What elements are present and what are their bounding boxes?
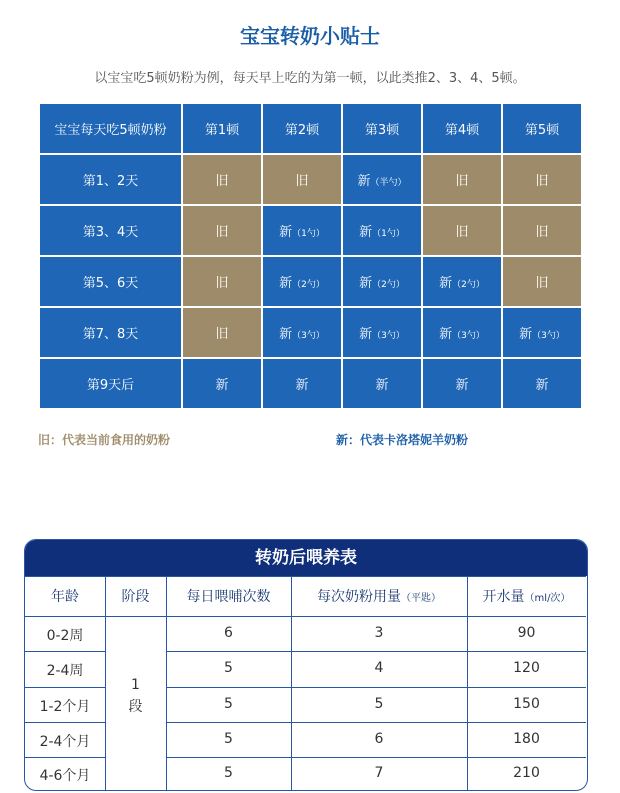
schedule-cell-spoon-note: （2勺） <box>372 280 405 290</box>
feeding-header-text: 每次奶粉用量 <box>317 589 401 605</box>
schedule-cell-new <box>263 359 341 408</box>
feeding-row-divider <box>166 651 586 652</box>
schedule-cell-text: 旧 <box>535 276 549 291</box>
feeding-cell-spoons: 6 <box>374 730 384 747</box>
schedule-cell-old <box>503 257 581 306</box>
schedule-row-label: 第9天后 <box>40 359 181 408</box>
schedule-cell-spoon-note: （3勺） <box>292 331 325 341</box>
feeding-table-title: 转奶后喂养表 <box>25 540 587 576</box>
schedule-cell-old <box>183 257 261 306</box>
schedule-cell-new <box>343 155 421 204</box>
schedule-cell-text: 新 <box>535 378 549 393</box>
feeding-cell-times: 5 <box>224 764 233 781</box>
schedule-row-label: 第3、4天 <box>40 206 181 255</box>
schedule-row-label: 第7、8天 <box>40 308 181 357</box>
schedule-cell-text: 新 <box>375 378 389 393</box>
schedule-cell-text: 旧 <box>215 174 229 189</box>
schedule-cell-text: 新 <box>279 225 293 240</box>
schedule-cell-text: 旧 <box>215 327 229 342</box>
schedule-cell-spoon-note: （1勺） <box>372 229 405 239</box>
schedule-cell-spoon-note: （2勺） <box>292 280 325 290</box>
schedule-cell-text: 旧 <box>455 174 469 189</box>
schedule-cell-text: 新 <box>359 276 373 291</box>
schedule-cell-text: 旧 <box>535 174 549 189</box>
feeding-header-text: 阶段 <box>121 589 150 605</box>
schedule-cell-text: 旧 <box>455 225 469 240</box>
feeding-header-cell <box>25 586 105 606</box>
schedule-cell-new <box>503 359 581 408</box>
legend-old: 旧：代表当前食用的奶粉 <box>38 433 171 447</box>
feeding-row-divider <box>25 616 586 617</box>
feeding-cell-times: 5 <box>224 695 233 712</box>
feeding-cell-times: 5 <box>224 660 233 676</box>
schedule-cell-text: 新 <box>519 327 533 342</box>
schedule-header-meal: 第1顿 <box>183 104 261 153</box>
feeding-row-divider <box>25 757 105 758</box>
schedule-cell-text: 新 <box>279 276 293 291</box>
schedule-header-meal: 第3顿 <box>343 104 421 153</box>
schedule-cell-new <box>343 206 421 255</box>
schedule-cell-new <box>423 359 501 408</box>
schedule-cell-spoon-note: （1勺） <box>292 229 325 239</box>
schedule-cell-old <box>263 155 341 204</box>
schedule-cell-text: 新 <box>357 174 371 189</box>
schedule-cell-new <box>263 206 341 255</box>
schedule-cell-text: 新 <box>439 276 453 291</box>
schedule-cell-spoon-note: （3勺） <box>372 331 405 341</box>
feeding-header-cell <box>467 586 586 606</box>
feeding-cell-water: 210 <box>513 764 540 781</box>
feeding-row-divider <box>166 722 586 723</box>
feeding-header-unit: （ml/次） <box>524 593 571 604</box>
feeding-cell-water: 150 <box>513 695 540 712</box>
feeding-cell-water: 90 <box>517 624 536 641</box>
feeding-cell-spoons: 7 <box>374 764 384 781</box>
schedule-cell-new <box>503 308 581 357</box>
feeding-header-cell <box>166 586 291 606</box>
schedule-row-label: 第5、6天 <box>40 257 181 306</box>
schedule-cell-new <box>343 359 421 408</box>
feeding-cell-spoons: 4 <box>374 660 384 676</box>
feeding-row-divider <box>166 757 586 758</box>
schedule-cell-text: 旧 <box>295 174 309 189</box>
legend-new: 新：代表卡洛塔妮羊奶粉 <box>336 433 469 447</box>
feeding-row-divider <box>25 576 586 577</box>
feeding-table-grid <box>25 576 586 790</box>
schedule-cell-old <box>503 155 581 204</box>
feeding-table <box>24 539 588 791</box>
schedule-cell-text: 新 <box>295 378 309 393</box>
feeding-cell-times: 6 <box>224 624 233 641</box>
feeding-row-divider <box>25 722 105 723</box>
schedule-cell-text: 新 <box>359 225 373 240</box>
schedule-cell-text: 新 <box>439 327 453 342</box>
schedule-header-meal: 第4顿 <box>423 104 501 153</box>
feeding-header-text: 开水量 <box>482 589 525 605</box>
schedule-cell-new <box>263 308 341 357</box>
schedule-cell-new <box>423 257 501 306</box>
feeding-cell-age: 4-6个月 <box>39 767 91 784</box>
schedule-cell-new <box>263 257 341 306</box>
feeding-header-unit: （平匙） <box>401 593 441 604</box>
schedule-cell-text: 新 <box>279 327 293 342</box>
schedule-cell-old <box>503 206 581 255</box>
schedule-header-meal: 第5顿 <box>503 104 581 153</box>
feeding-cell-age: 2-4个月 <box>39 733 91 750</box>
feeding-cell-spoons: 5 <box>374 695 384 712</box>
schedule-cell-old <box>183 308 261 357</box>
schedule-cell-text: 新 <box>359 327 373 342</box>
schedule-cell-new <box>423 308 501 357</box>
schedule-cell-spoon-note: （3勺） <box>452 331 485 341</box>
feeding-cell-age: 2-4周 <box>46 663 84 679</box>
feeding-cell-age: 0-2周 <box>46 627 84 644</box>
schedule-cell-text: 新 <box>215 378 229 393</box>
schedule-cell-old <box>423 155 501 204</box>
page-title: 宝宝转奶小贴士 <box>240 24 380 48</box>
feeding-stage-cell: 1段 <box>128 677 143 715</box>
feeding-cell-times: 5 <box>224 730 233 747</box>
page-subtitle: 以宝宝吃5顿奶粉为例，每天早上吃的为第一顿，以此类推2、3、4、5顿。 <box>94 71 526 86</box>
schedule-cell-old <box>423 206 501 255</box>
schedule-cell-new <box>183 359 261 408</box>
feeding-header-cell <box>291 586 467 606</box>
schedule-cell-spoon-note: （2勺） <box>452 280 485 290</box>
schedule-cell-text: 新 <box>455 378 469 393</box>
schedule-header-meal: 第2顿 <box>263 104 341 153</box>
feeding-header-text: 每日喂哺次数 <box>186 589 271 605</box>
schedule-cell-spoon-note: （半勺） <box>370 178 407 188</box>
schedule-cell-new <box>343 308 421 357</box>
schedule-cell-new <box>343 257 421 306</box>
schedule-cell-old <box>183 155 261 204</box>
schedule-header-label: 宝宝每天吃5顿奶粉 <box>40 104 181 153</box>
schedule-row-label: 第1、2天 <box>40 155 181 204</box>
feeding-header-text: 年龄 <box>51 589 79 605</box>
schedule-cell-text: 旧 <box>535 225 549 240</box>
feeding-row-divider <box>25 651 105 652</box>
feeding-cell-water: 120 <box>513 660 540 676</box>
feeding-header-cell <box>105 586 166 606</box>
feeding-cell-spoons: 3 <box>374 624 384 641</box>
feeding-row-divider <box>166 687 586 688</box>
transition-schedule-table <box>38 102 583 410</box>
feeding-cell-water: 180 <box>513 730 540 747</box>
feeding-row-divider <box>25 687 105 688</box>
schedule-cell-text: 旧 <box>215 276 229 291</box>
feeding-cell-age: 1-2个月 <box>39 698 91 715</box>
schedule-cell-text: 旧 <box>215 225 229 240</box>
schedule-cell-old <box>183 206 261 255</box>
schedule-cell-spoon-note: （3勺） <box>532 331 565 341</box>
